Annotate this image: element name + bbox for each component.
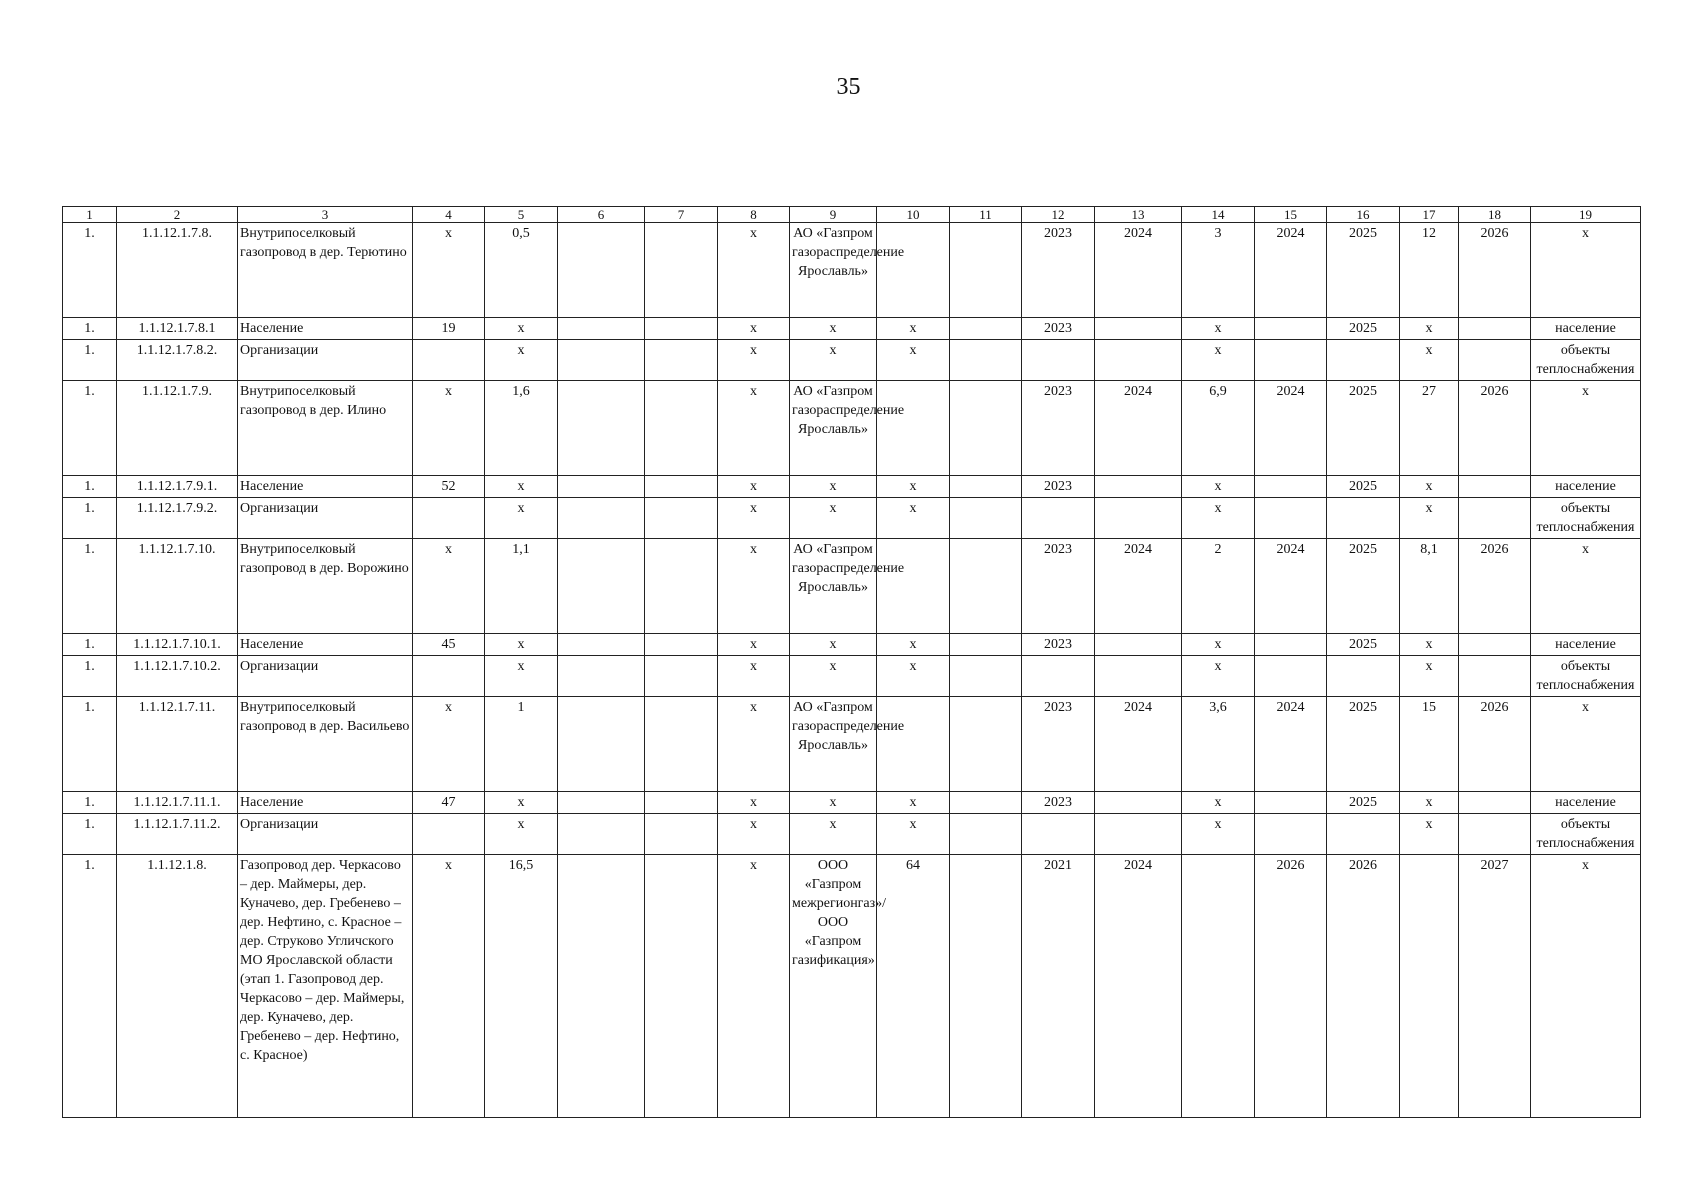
- table-cell: [950, 792, 1022, 814]
- table-cell: [558, 498, 645, 539]
- table-cell: Газопровод дер. Черкасово – дер. Маймеры, дер. Куначево, дер. Гребенево – дер. Нефтино, с. Красное – дер. Струково Угличского МО Ярославской области (этап 1. Газопровод дер. Черкасово – дер. Маймеры, дер. Куначево, дер. Гребенево – дер. Нефтино, с. Красное): [238, 855, 413, 1118]
- table-cell: х: [413, 697, 485, 792]
- table-cell: 1.: [63, 340, 117, 381]
- table-cell: х: [1531, 381, 1641, 476]
- table-cell: 1.1.12.1.7.11.2.: [117, 814, 238, 855]
- table-cell: 2023: [1022, 476, 1095, 498]
- table-cell: [1255, 476, 1327, 498]
- table-cell: х: [1400, 814, 1459, 855]
- table-cell: 2024: [1095, 855, 1182, 1118]
- table-cell: [950, 539, 1022, 634]
- table-cell: Внутрипоселковый газопровод в дер. Ворожино: [238, 539, 413, 634]
- table-cell: х: [718, 498, 790, 539]
- table-cell: [645, 814, 718, 855]
- table-cell: 0,5: [485, 223, 558, 318]
- table-cell: [558, 814, 645, 855]
- table-cell: х: [877, 792, 950, 814]
- table-cell: [558, 656, 645, 697]
- table-cell: 15: [1400, 697, 1459, 792]
- table-cell: [558, 381, 645, 476]
- table-cell: [950, 498, 1022, 539]
- table-cell: [877, 223, 950, 318]
- table-cell: [1182, 855, 1255, 1118]
- table-cell: 2024: [1095, 539, 1182, 634]
- table-cell: 1,1: [485, 539, 558, 634]
- table-cell: 1.1.12.1.7.10.1.: [117, 634, 238, 656]
- table-cell: х: [485, 792, 558, 814]
- program-table: [62, 206, 1641, 1118]
- table-cell: [950, 223, 1022, 318]
- table-cell: объекты теплоснабжения: [1531, 340, 1641, 381]
- table-cell: х: [718, 656, 790, 697]
- table-cell: АО «Газпром газораспределение Ярославль»: [790, 381, 877, 476]
- table-cell: х: [718, 318, 790, 340]
- table-cell: 1.1.12.1.7.8.1: [117, 318, 238, 340]
- table-cell: АО «Газпром газораспределение Ярославль»: [790, 539, 877, 634]
- table-cell: [645, 792, 718, 814]
- table-cell: Население: [238, 792, 413, 814]
- table-cell: 1.: [63, 476, 117, 498]
- table-row: [63, 634, 1641, 656]
- table-cell: [1327, 498, 1400, 539]
- table-cell: 1.1.12.1.8.: [117, 855, 238, 1118]
- table-cell: 16,5: [485, 855, 558, 1118]
- table-cell: х: [790, 634, 877, 656]
- table-cell: АО «Газпром газораспределение Ярославль»: [790, 223, 877, 318]
- table-cell: Население: [238, 476, 413, 498]
- table-cell: [645, 498, 718, 539]
- table-cell: 2024: [1255, 223, 1327, 318]
- table-cell: 1.1.12.1.7.9.1.: [117, 476, 238, 498]
- table-cell: Население: [238, 318, 413, 340]
- table-cell: [413, 498, 485, 539]
- column-number: 16: [1327, 207, 1400, 223]
- table-row: [63, 381, 1641, 476]
- table-cell: 1.: [63, 814, 117, 855]
- table-cell: [645, 697, 718, 792]
- table-cell: [1255, 792, 1327, 814]
- table-cell: объекты теплоснабжения: [1531, 656, 1641, 697]
- table-cell: [1459, 792, 1531, 814]
- table-cell: 2025: [1327, 539, 1400, 634]
- table-cell: [950, 476, 1022, 498]
- table-row: [63, 476, 1641, 498]
- table-cell: х: [1182, 498, 1255, 539]
- table-cell: х: [790, 792, 877, 814]
- column-number: 1: [63, 207, 117, 223]
- table-cell: 2023: [1022, 381, 1095, 476]
- table-cell: объекты теплоснабжения: [1531, 498, 1641, 539]
- table-cell: х: [790, 814, 877, 855]
- column-number: 13: [1095, 207, 1182, 223]
- column-number: 15: [1255, 207, 1327, 223]
- table-cell: 52: [413, 476, 485, 498]
- table-cell: население: [1531, 634, 1641, 656]
- table-cell: [950, 381, 1022, 476]
- table-cell: 6,9: [1182, 381, 1255, 476]
- column-number: 7: [645, 207, 718, 223]
- table-cell: [1095, 814, 1182, 855]
- table-cell: х: [485, 340, 558, 381]
- header-row: [63, 207, 1641, 223]
- table-cell: 2026: [1255, 855, 1327, 1118]
- table-cell: 47: [413, 792, 485, 814]
- table-cell: 1.: [63, 792, 117, 814]
- table-cell: 1.1.12.1.7.11.1.: [117, 792, 238, 814]
- table-cell: х: [718, 381, 790, 476]
- table-cell: 2025: [1327, 223, 1400, 318]
- table-cell: 1.: [63, 539, 117, 634]
- table-cell: 1: [485, 697, 558, 792]
- table-cell: [645, 318, 718, 340]
- table-cell: 2025: [1327, 318, 1400, 340]
- table-cell: ООО «Газпром межрегионгаз»/ ООО «Газпром газификация»: [790, 855, 877, 1118]
- table-cell: [1022, 656, 1095, 697]
- table-cell: [1095, 634, 1182, 656]
- table-row: [63, 855, 1641, 1118]
- table-cell: х: [877, 634, 950, 656]
- table-cell: 1.1.12.1.7.9.2.: [117, 498, 238, 539]
- table-row: [63, 318, 1641, 340]
- table-cell: Население: [238, 634, 413, 656]
- table-cell: х: [485, 656, 558, 697]
- table-cell: 2023: [1022, 792, 1095, 814]
- table-body: [63, 207, 1641, 1118]
- table-cell: х: [485, 498, 558, 539]
- table-cell: [1255, 318, 1327, 340]
- table-cell: [1459, 498, 1531, 539]
- column-number: 8: [718, 207, 790, 223]
- column-number: 2: [117, 207, 238, 223]
- table-cell: х: [877, 656, 950, 697]
- table-cell: х: [718, 814, 790, 855]
- table-cell: [1459, 656, 1531, 697]
- table-cell: население: [1531, 318, 1641, 340]
- table-cell: Организации: [238, 340, 413, 381]
- table-cell: 2024: [1095, 223, 1182, 318]
- table-cell: 2023: [1022, 634, 1095, 656]
- table-cell: 1.: [63, 381, 117, 476]
- table-cell: 64: [877, 855, 950, 1118]
- table-row: [63, 814, 1641, 855]
- table-cell: [1022, 814, 1095, 855]
- table-cell: х: [718, 634, 790, 656]
- table-cell: 2024: [1095, 381, 1182, 476]
- table-cell: [1327, 814, 1400, 855]
- table-cell: [1255, 656, 1327, 697]
- column-number: 9: [790, 207, 877, 223]
- table-cell: х: [1400, 340, 1459, 381]
- table-cell: х: [877, 340, 950, 381]
- table-cell: х: [1400, 634, 1459, 656]
- table-cell: х: [1182, 340, 1255, 381]
- table-cell: [950, 855, 1022, 1118]
- table-cell: [645, 340, 718, 381]
- table-cell: 2026: [1459, 539, 1531, 634]
- table-cell: [645, 656, 718, 697]
- table-cell: [950, 814, 1022, 855]
- table-cell: 27: [1400, 381, 1459, 476]
- table-cell: 2021: [1022, 855, 1095, 1118]
- table-cell: [1095, 656, 1182, 697]
- table-cell: [1327, 340, 1400, 381]
- table-cell: Организации: [238, 498, 413, 539]
- table-cell: 2024: [1255, 381, 1327, 476]
- table-cell: х: [485, 318, 558, 340]
- table-cell: 3: [1182, 223, 1255, 318]
- table-cell: [558, 539, 645, 634]
- table-cell: [558, 634, 645, 656]
- table-cell: х: [413, 855, 485, 1118]
- table-cell: [950, 318, 1022, 340]
- table-cell: 2023: [1022, 223, 1095, 318]
- table-cell: х: [877, 476, 950, 498]
- table-cell: 2024: [1255, 697, 1327, 792]
- column-number: 4: [413, 207, 485, 223]
- table-cell: х: [1400, 792, 1459, 814]
- table-cell: 2023: [1022, 539, 1095, 634]
- table-cell: 2025: [1327, 792, 1400, 814]
- column-number: 12: [1022, 207, 1095, 223]
- table-cell: х: [413, 539, 485, 634]
- table-cell: [558, 318, 645, 340]
- table-cell: Внутрипоселковый газопровод в дер. Терютино: [238, 223, 413, 318]
- table-cell: 1.: [63, 656, 117, 697]
- table-cell: [645, 381, 718, 476]
- table-cell: х: [1182, 656, 1255, 697]
- table-cell: Внутрипоселковый газопровод в дер. Васильево: [238, 697, 413, 792]
- table-cell: х: [718, 792, 790, 814]
- table-cell: 1.1.12.1.7.8.: [117, 223, 238, 318]
- table-cell: х: [413, 381, 485, 476]
- table-row: [63, 223, 1641, 318]
- table-row: [63, 539, 1641, 634]
- table-cell: [1459, 634, 1531, 656]
- table-cell: [1400, 855, 1459, 1118]
- column-number: 11: [950, 207, 1022, 223]
- table-cell: х: [877, 318, 950, 340]
- table-cell: х: [485, 814, 558, 855]
- table-cell: х: [1182, 814, 1255, 855]
- table-cell: 1,6: [485, 381, 558, 476]
- table-cell: х: [1400, 656, 1459, 697]
- table-cell: х: [790, 340, 877, 381]
- table-cell: [877, 539, 950, 634]
- table-cell: объекты теплоснабжения: [1531, 814, 1641, 855]
- table-cell: 12: [1400, 223, 1459, 318]
- column-number: 10: [877, 207, 950, 223]
- table-cell: [1327, 656, 1400, 697]
- table-row: [63, 697, 1641, 792]
- table-cell: [645, 539, 718, 634]
- table-cell: Внутрипоселковый газопровод в дер. Илино: [238, 381, 413, 476]
- table-cell: х: [790, 318, 877, 340]
- table-row: [63, 656, 1641, 697]
- table-cell: АО «Газпром газораспределение Ярославль»: [790, 697, 877, 792]
- table-cell: Организации: [238, 656, 413, 697]
- table-cell: 1.: [63, 318, 117, 340]
- table-cell: 1.: [63, 223, 117, 318]
- table-cell: х: [1400, 476, 1459, 498]
- column-number: 19: [1531, 207, 1641, 223]
- table-cell: [413, 656, 485, 697]
- table-cell: 2026: [1459, 223, 1531, 318]
- table-cell: [950, 340, 1022, 381]
- table-cell: [558, 697, 645, 792]
- table-cell: [1095, 476, 1182, 498]
- table-cell: [1459, 340, 1531, 381]
- table-cell: [1255, 498, 1327, 539]
- table-cell: 2024: [1095, 697, 1182, 792]
- table-cell: 1.: [63, 855, 117, 1118]
- column-number: 5: [485, 207, 558, 223]
- table-cell: [645, 476, 718, 498]
- table-cell: 1.1.12.1.7.9.: [117, 381, 238, 476]
- table-cell: [1095, 792, 1182, 814]
- table-cell: х: [1400, 318, 1459, 340]
- table-cell: [558, 223, 645, 318]
- table-cell: [1255, 814, 1327, 855]
- table-cell: [1022, 340, 1095, 381]
- table-cell: х: [790, 476, 877, 498]
- table-cell: х: [718, 340, 790, 381]
- table-cell: население: [1531, 476, 1641, 498]
- table-cell: [645, 855, 718, 1118]
- table-cell: [558, 340, 645, 381]
- column-number: 18: [1459, 207, 1531, 223]
- table-cell: 3,6: [1182, 697, 1255, 792]
- table-cell: 1.1.12.1.7.10.2.: [117, 656, 238, 697]
- table-cell: 45: [413, 634, 485, 656]
- table-cell: 1.1.12.1.7.11.: [117, 697, 238, 792]
- table-cell: х: [718, 697, 790, 792]
- table-cell: х: [718, 539, 790, 634]
- column-number: 17: [1400, 207, 1459, 223]
- table-cell: [413, 814, 485, 855]
- table-cell: [877, 381, 950, 476]
- table-cell: Организации: [238, 814, 413, 855]
- table-cell: 2026: [1459, 381, 1531, 476]
- table-cell: население: [1531, 792, 1641, 814]
- table-cell: 1.: [63, 697, 117, 792]
- table-cell: х: [790, 498, 877, 539]
- table-row: [63, 340, 1641, 381]
- table-cell: 19: [413, 318, 485, 340]
- table-cell: 2026: [1459, 697, 1531, 792]
- table-cell: х: [1531, 539, 1641, 634]
- table-cell: 8,1: [1400, 539, 1459, 634]
- table-cell: 1.: [63, 634, 117, 656]
- table-cell: [1095, 498, 1182, 539]
- column-number: 6: [558, 207, 645, 223]
- table-cell: [558, 855, 645, 1118]
- table-cell: 2025: [1327, 381, 1400, 476]
- table-cell: х: [1531, 697, 1641, 792]
- column-number: 14: [1182, 207, 1255, 223]
- table-cell: 1.: [63, 498, 117, 539]
- table-cell: 1.1.12.1.7.8.2.: [117, 340, 238, 381]
- table-cell: 1.1.12.1.7.10.: [117, 539, 238, 634]
- table-cell: х: [1182, 634, 1255, 656]
- table-cell: [1459, 814, 1531, 855]
- table-cell: х: [790, 656, 877, 697]
- table-cell: [558, 792, 645, 814]
- table-cell: х: [413, 223, 485, 318]
- table-cell: х: [718, 476, 790, 498]
- table-row: [63, 792, 1641, 814]
- table-cell: х: [877, 814, 950, 855]
- table-cell: 2: [1182, 539, 1255, 634]
- table-cell: [1022, 498, 1095, 539]
- table-cell: [950, 697, 1022, 792]
- table-cell: 2023: [1022, 318, 1095, 340]
- table-cell: [1255, 634, 1327, 656]
- table-cell: х: [485, 476, 558, 498]
- table-cell: х: [1182, 318, 1255, 340]
- table-row: [63, 498, 1641, 539]
- table-cell: 2026: [1327, 855, 1400, 1118]
- table-cell: х: [718, 223, 790, 318]
- table-cell: 2025: [1327, 697, 1400, 792]
- table-cell: х: [1182, 476, 1255, 498]
- table-cell: 2024: [1255, 539, 1327, 634]
- table-cell: х: [877, 498, 950, 539]
- table-cell: [877, 697, 950, 792]
- table-cell: 2025: [1327, 634, 1400, 656]
- table-cell: х: [1531, 223, 1641, 318]
- table-cell: [950, 656, 1022, 697]
- table-cell: [1459, 476, 1531, 498]
- table-cell: 2023: [1022, 697, 1095, 792]
- table-cell: 2025: [1327, 476, 1400, 498]
- column-number: 3: [238, 207, 413, 223]
- table-cell: [950, 634, 1022, 656]
- table-cell: [1095, 318, 1182, 340]
- table-cell: [558, 476, 645, 498]
- table-cell: [413, 340, 485, 381]
- table-cell: [1459, 318, 1531, 340]
- table-cell: х: [718, 855, 790, 1118]
- table-cell: х: [1400, 498, 1459, 539]
- table-cell: 2027: [1459, 855, 1531, 1118]
- page-number: 35: [836, 74, 861, 100]
- table-cell: [645, 634, 718, 656]
- table-cell: [1095, 340, 1182, 381]
- table-cell: х: [485, 634, 558, 656]
- table-cell: х: [1531, 855, 1641, 1118]
- table-cell: х: [1182, 792, 1255, 814]
- table-cell: [645, 223, 718, 318]
- table-cell: [1255, 340, 1327, 381]
